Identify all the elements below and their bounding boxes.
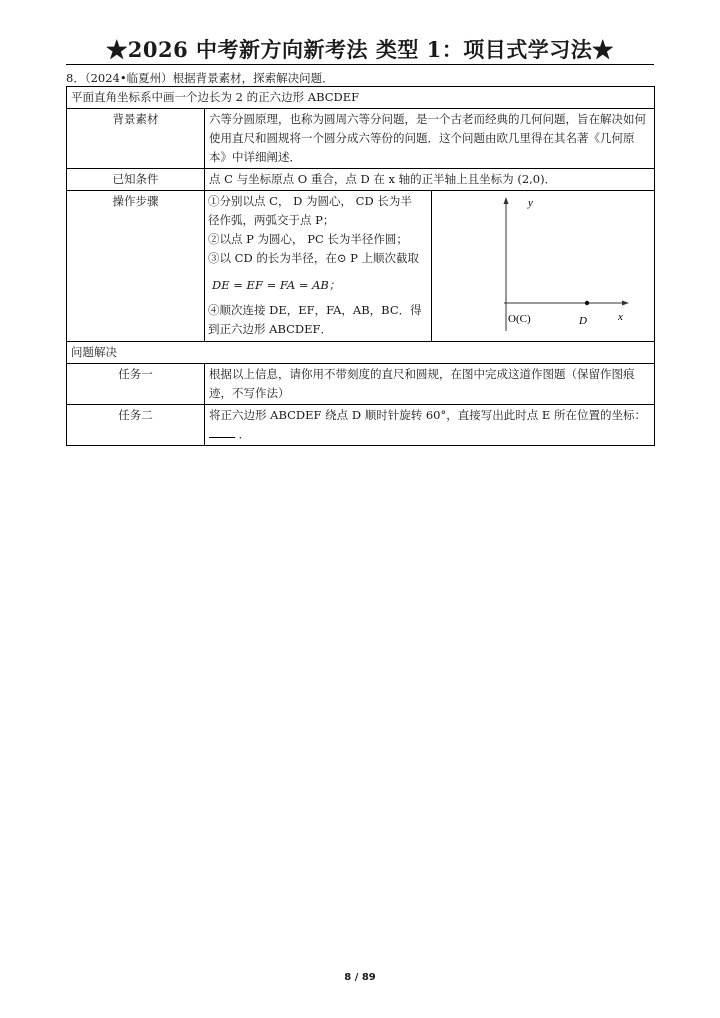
step-formula: DE = EF = FA = AB； (212, 278, 341, 292)
task2-text: 将正六边形 ABCDEF 绕点 D 顺时针旋转 60°，直接写出此时点 E 所在位置的坐标： (209, 408, 646, 422)
solve-row (67, 342, 655, 364)
step-line: 径作弧，两弧交于点 P； (208, 213, 335, 227)
step-line: ②以点 P 为圆心， PC 长为半径作圆； (208, 232, 408, 246)
task1-text: 根据以上信息，请你用不带刻度的直尺和圆规，在图中完成这道作图题（保留作图痕迹，不写作法） (205, 364, 655, 405)
title-row-text: 平面直角坐标系中画一个边长为 2 的正六边形 ABCDEF (67, 87, 655, 109)
graph-cell (432, 191, 655, 342)
task2-label: 任务二 (67, 405, 205, 446)
step-line: ④顺次连接 DE，EF，FA，AB，BC．得 (208, 303, 422, 317)
steps-label: 操作步骤 (67, 191, 205, 342)
origin-label: O(C) (508, 313, 531, 325)
solve-label: 问题解决 (67, 342, 655, 364)
coordinate-graph[interactable] (432, 191, 654, 341)
step-line: 到正六边形 ABCDEF． (208, 322, 333, 336)
known-row (67, 169, 655, 191)
background-label: 背景素材 (67, 109, 205, 169)
task2-tail: ． (238, 427, 251, 441)
task2-cell (205, 405, 655, 446)
header-rule (66, 64, 654, 65)
step-line: ③以 CD 的长为半径，在⊙ P 上顺次截取 (208, 251, 420, 265)
title-row (67, 87, 655, 109)
steps-row (67, 191, 655, 342)
page-header-title: ★2026 中考新方向新考法 类型 1：项目式学习法★ (106, 37, 614, 62)
y-axis-label: y (528, 197, 533, 209)
task1-label: 任务一 (67, 364, 205, 405)
background-text: 六等分圆原理，也称为圆周六等分问题，是一个古老而经典的几何问题，旨在解决如何使用直尺和圆规将一个圆分成六等份的问题．这个问题由欧几里得在其名著《几何原本》中详细阐述． (205, 109, 655, 169)
problem-intro: 8．（2024•临夏州）根据背景素材，探索解决问题． (66, 71, 334, 85)
steps-text (205, 191, 432, 342)
point-d (585, 301, 589, 305)
known-label: 已知条件 (67, 169, 205, 191)
task1-row (67, 364, 655, 405)
background-row (67, 109, 655, 169)
step-line: ①分别以点 C， D 为圆心， CD 长为半 (208, 194, 412, 208)
answer-blank[interactable] (209, 425, 235, 438)
x-axis-arrow (622, 301, 629, 306)
y-axis-arrow (504, 197, 509, 204)
point-d-label: D (579, 315, 587, 327)
x-axis-label: x (618, 311, 623, 323)
known-text: 点 C 与坐标原点 O 重合，点 D 在 x 轴的正半轴上且坐标为 (2,0)． (205, 169, 655, 191)
problem-table (66, 86, 655, 446)
page-number: 8 / 89 (344, 972, 376, 983)
task2-row (67, 405, 655, 446)
